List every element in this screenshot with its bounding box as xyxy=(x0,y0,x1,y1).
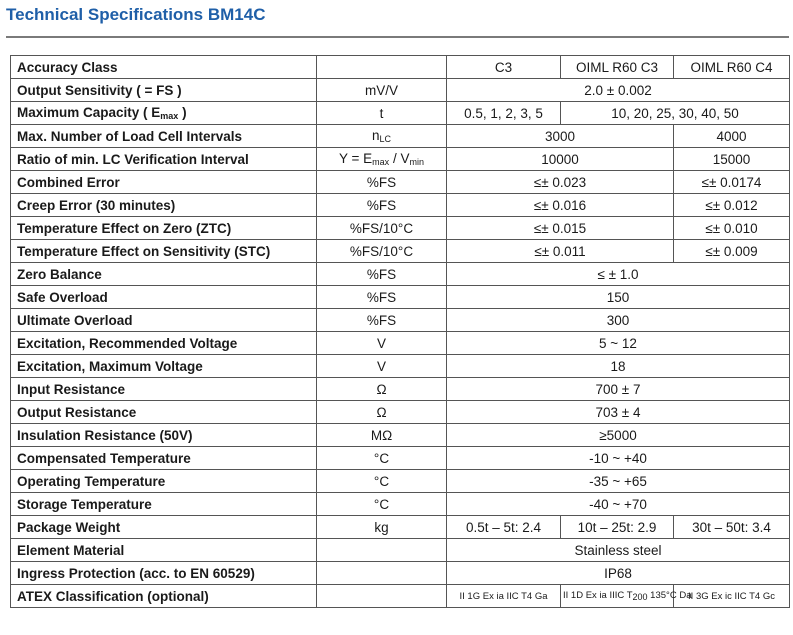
spec-unit xyxy=(317,562,447,585)
subscript: min xyxy=(409,157,424,167)
spec-value xyxy=(674,217,790,240)
spec-row xyxy=(11,240,790,263)
spec-value-text: 10t – 25t: 2.9 xyxy=(577,519,657,535)
spec-value-text: OIML R60 C4 xyxy=(690,59,773,75)
spec-value-text: 5 ~ 12 xyxy=(599,335,637,351)
spec-value-text: 150 xyxy=(606,289,630,305)
spec-label xyxy=(11,102,317,125)
spec-label xyxy=(11,217,317,240)
spec-row xyxy=(11,286,790,309)
spec-value-text: II 3G Ex ic IIC T4 Gc xyxy=(688,590,775,602)
spec-value xyxy=(447,562,790,585)
spec-label-text: Accuracy Class xyxy=(17,59,118,75)
spec-unit-text: °C xyxy=(373,450,390,466)
spec-label-text: Insulation Resistance (50V) xyxy=(17,427,193,443)
spec-label xyxy=(11,56,317,79)
spec-unit xyxy=(317,401,447,424)
spec-row xyxy=(11,378,790,401)
spec-value-text: OIML R60 C3 xyxy=(575,59,659,75)
spec-value-text: 3000 xyxy=(544,128,576,144)
spec-unit-text: t xyxy=(379,105,384,121)
spec-value-text: C3 xyxy=(494,59,513,75)
spec-unit xyxy=(317,332,447,355)
spec-unit xyxy=(317,217,447,240)
spec-value-text: Stainless steel xyxy=(574,542,662,558)
spec-value-text: 0.5t – 5t: 2.4 xyxy=(465,519,542,535)
spec-row xyxy=(11,470,790,493)
spec-label xyxy=(11,493,317,516)
spec-value-text: II 1D Ex ia IIIC T xyxy=(563,590,633,601)
spec-value-text: 4000 xyxy=(716,128,747,144)
spec-label xyxy=(11,79,317,102)
spec-value xyxy=(447,217,674,240)
spec-unit xyxy=(317,263,447,286)
spec-label-text: Temperature Effect on Zero (ZTC) xyxy=(17,220,232,236)
spec-value xyxy=(674,516,790,539)
spec-value-text: ≤± 0.015 xyxy=(533,220,587,236)
spec-value-text: 0.5, 1, 2, 3, 5 xyxy=(464,105,543,121)
spec-row xyxy=(11,332,790,355)
spec-row xyxy=(11,171,790,194)
spec-unit-text: Y = E xyxy=(339,151,373,166)
spec-unit xyxy=(317,240,447,263)
spec-unit-text: V xyxy=(376,335,386,351)
subscript: max xyxy=(160,111,179,121)
spec-row xyxy=(11,56,790,79)
spec-unit-text: %FS xyxy=(366,266,397,282)
spec-label xyxy=(11,171,317,194)
spec-unit xyxy=(317,516,447,539)
spec-value xyxy=(561,56,674,79)
spec-label xyxy=(11,401,317,424)
spec-value xyxy=(447,125,674,148)
spec-value xyxy=(447,585,561,608)
spec-label-text: ) xyxy=(178,105,187,120)
spec-unit xyxy=(317,424,447,447)
spec-value xyxy=(447,240,674,263)
spec-label xyxy=(11,240,317,263)
spec-label xyxy=(11,378,317,401)
spec-value-text: 18 xyxy=(610,358,626,374)
spec-label xyxy=(11,470,317,493)
spec-row xyxy=(11,493,790,516)
spec-row xyxy=(11,424,790,447)
spec-value xyxy=(447,493,790,516)
spec-table-body xyxy=(11,56,790,608)
spec-value-text: ≤± 0.010 xyxy=(705,220,758,236)
spec-label xyxy=(11,286,317,309)
spec-unit xyxy=(317,286,447,309)
spec-unit-text: %FS xyxy=(366,312,397,328)
spec-value xyxy=(447,378,790,401)
spec-label-text: Output Resistance xyxy=(17,404,137,420)
spec-row xyxy=(11,102,790,125)
spec-unit xyxy=(317,79,447,102)
spec-unit xyxy=(317,309,447,332)
spec-value-text: -35 ~ +65 xyxy=(589,473,647,489)
spec-label-text: Operating Temperature xyxy=(17,473,166,489)
spec-value-text: 15000 xyxy=(712,151,751,167)
spec-unit-text: Ω xyxy=(376,404,387,420)
spec-row xyxy=(11,79,790,102)
spec-value xyxy=(447,539,790,562)
spec-value xyxy=(447,102,561,125)
spec-unit-text: n xyxy=(371,128,380,143)
spec-unit-text: Ω xyxy=(376,381,387,397)
spec-unit-text: V xyxy=(376,358,386,374)
spec-unit xyxy=(317,148,447,171)
spec-unit xyxy=(317,585,447,608)
spec-label-text: Compensated Temperature xyxy=(17,450,191,466)
spec-value xyxy=(447,263,790,286)
spec-value-text: 703 ± 4 xyxy=(595,404,641,420)
spec-label-text: Zero Balance xyxy=(17,266,102,282)
spec-value-text: -10 ~ +40 xyxy=(589,450,647,466)
spec-row xyxy=(11,148,790,171)
spec-value xyxy=(561,585,692,608)
spec-value-text: 700 ± 7 xyxy=(595,381,641,397)
spec-value xyxy=(447,79,790,102)
spec-value-text: 2.0 ± 0.002 xyxy=(584,82,652,98)
spec-unit xyxy=(317,378,447,401)
subscript: max xyxy=(372,157,390,167)
spec-label-text: Output Sensitivity ( = FS ) xyxy=(17,82,182,98)
spec-value-text: ≥5000 xyxy=(599,427,637,443)
spec-value xyxy=(447,148,674,171)
spec-value xyxy=(561,102,790,125)
spec-row xyxy=(11,447,790,470)
spec-label-text: Maximum Capacity ( E xyxy=(17,105,161,120)
spec-unit-text: MΩ xyxy=(370,427,393,443)
spec-row xyxy=(11,217,790,240)
spec-row xyxy=(11,194,790,217)
spec-value xyxy=(447,56,561,79)
spec-table xyxy=(10,55,790,608)
spec-value-text: ≤± 0.012 xyxy=(705,197,758,213)
spec-unit-text: %FS xyxy=(366,197,397,213)
spec-value xyxy=(674,148,790,171)
spec-label-text: Combined Error xyxy=(17,174,120,190)
spec-label xyxy=(11,332,317,355)
spec-row xyxy=(11,585,790,608)
spec-value xyxy=(447,286,790,309)
spec-unit xyxy=(317,539,447,562)
spec-value-text: ≤± 0.023 xyxy=(533,174,587,190)
spec-label xyxy=(11,516,317,539)
spec-value-text: 10, 20, 25, 30, 40, 50 xyxy=(611,105,739,121)
spec-row xyxy=(11,355,790,378)
spec-label-text: Element Material xyxy=(17,542,125,558)
spec-unit xyxy=(317,493,447,516)
spec-row xyxy=(11,401,790,424)
spec-unit-text: %FS/10°C xyxy=(349,220,414,236)
spec-unit-text: %FS xyxy=(366,174,397,190)
spec-value xyxy=(674,171,790,194)
spec-label-text: Ingress Protection (acc. to EN 60529) xyxy=(17,565,255,581)
spec-unit xyxy=(317,171,447,194)
spec-unit xyxy=(317,125,447,148)
spec-row xyxy=(11,263,790,286)
spec-label-text: ATEX Classification (optional) xyxy=(17,588,209,604)
spec-label xyxy=(11,539,317,562)
spec-label xyxy=(11,424,317,447)
spec-unit xyxy=(317,194,447,217)
spec-label xyxy=(11,355,317,378)
spec-label-text: Safe Overload xyxy=(17,289,108,305)
spec-value xyxy=(447,309,790,332)
spec-value xyxy=(447,355,790,378)
spec-label xyxy=(11,585,317,608)
spec-value-text: 135°C Da xyxy=(647,590,692,601)
spec-label-text: Excitation, Recommended Voltage xyxy=(17,335,238,351)
spec-unit xyxy=(317,102,447,125)
spec-unit-text: %FS/10°C xyxy=(349,243,414,259)
spec-label xyxy=(11,194,317,217)
spec-value-text: ≤ ± 1.0 xyxy=(597,266,639,282)
spec-value-text: ≤± 0.0174 xyxy=(701,174,762,190)
spec-label-text: Ratio of min. LC Verification Interval xyxy=(17,151,249,167)
spec-unit-text: mV/V xyxy=(364,82,398,98)
spec-value xyxy=(447,194,674,217)
spec-value xyxy=(674,125,790,148)
spec-label-text: Creep Error (30 minutes) xyxy=(17,197,176,213)
spec-unit-text: °C xyxy=(373,496,390,512)
subscript: 200 xyxy=(632,592,648,602)
spec-label-text: Package Weight xyxy=(17,519,121,535)
spec-value xyxy=(674,240,790,263)
spec-label xyxy=(11,125,317,148)
spec-label xyxy=(11,148,317,171)
spec-row xyxy=(11,309,790,332)
spec-unit xyxy=(317,447,447,470)
spec-value xyxy=(447,332,790,355)
spec-label-text: Max. Number of Load Cell Intervals xyxy=(17,128,243,144)
spec-label xyxy=(11,309,317,332)
spec-label xyxy=(11,562,317,585)
spec-value-text: 300 xyxy=(606,312,630,328)
spec-unit-text: kg xyxy=(374,519,389,535)
spec-row xyxy=(11,539,790,562)
spec-value xyxy=(674,56,790,79)
title-divider xyxy=(6,36,789,38)
subscript: LC xyxy=(379,134,392,144)
spec-value xyxy=(447,401,790,424)
spec-value xyxy=(674,194,790,217)
spec-row xyxy=(11,562,790,585)
spec-unit xyxy=(317,470,447,493)
spec-value-text: IP68 xyxy=(604,565,632,581)
spec-value-text: 10000 xyxy=(541,151,579,167)
spec-label-text: Input Resistance xyxy=(17,381,126,397)
spec-value-text: ≤± 0.009 xyxy=(705,243,758,259)
spec-label-text: Excitation, Maximum Voltage xyxy=(17,358,203,374)
spec-unit xyxy=(317,56,447,79)
page-title: Technical Specifications BM14C xyxy=(6,5,266,24)
spec-label-text: Storage Temperature xyxy=(17,496,152,512)
spec-label-text: Temperature Effect on Sensitivity (STC) xyxy=(17,243,271,259)
spec-value-text: II 1G Ex ia IIC T4 Ga xyxy=(459,590,548,602)
spec-value xyxy=(561,516,674,539)
spec-unit xyxy=(317,355,447,378)
spec-value xyxy=(447,516,561,539)
spec-unit-text: %FS xyxy=(366,289,397,305)
spec-unit-text: °C xyxy=(373,473,390,489)
spec-value xyxy=(447,447,790,470)
spec-value xyxy=(447,470,790,493)
spec-label xyxy=(11,263,317,286)
spec-row xyxy=(11,516,790,539)
spec-value-text: 30t – 50t: 3.4 xyxy=(692,519,771,535)
spec-value-text: -40 ~ +70 xyxy=(589,496,647,512)
spec-label xyxy=(11,447,317,470)
spec-value xyxy=(447,171,674,194)
spec-value xyxy=(447,424,790,447)
spec-unit-text: / V xyxy=(389,151,410,166)
spec-label-text: Ultimate Overload xyxy=(17,312,133,328)
spec-row xyxy=(11,125,790,148)
spec-value-text: ≤± 0.016 xyxy=(533,197,587,213)
spec-value-text: ≤± 0.011 xyxy=(534,243,586,259)
spec-value xyxy=(674,585,790,608)
